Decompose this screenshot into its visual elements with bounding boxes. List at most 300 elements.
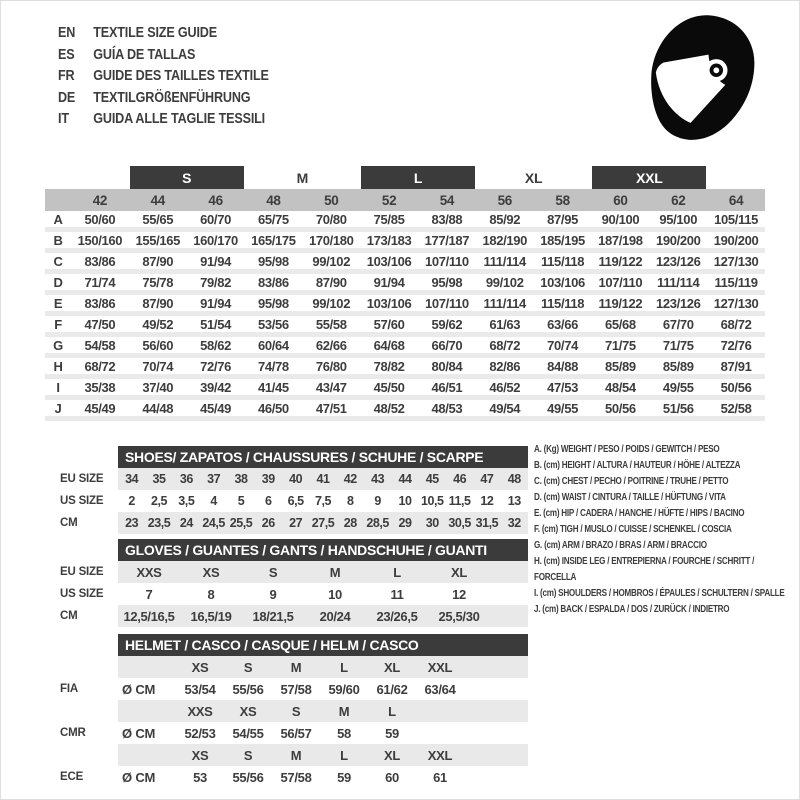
measurement-cell: 78/82 [373, 358, 405, 374]
size-cell: 40 [289, 472, 303, 486]
measurement-cell: 71/74 [84, 274, 116, 290]
size-row-label: US SIZE [60, 495, 104, 507]
size-cell: M [329, 564, 341, 580]
measurement-cell: 55/58 [315, 316, 347, 332]
size-cell: 59/60 [328, 681, 360, 697]
measurement-cell: 115/118 [541, 295, 585, 311]
size-cell: 5 [237, 494, 245, 508]
measurement-cell: 71/75 [605, 337, 636, 353]
helmet-row-values [118, 656, 528, 678]
measurement-cell: 67/70 [662, 316, 694, 332]
measurement-cell: 37/40 [142, 379, 174, 395]
helmet-table-rows [60, 656, 528, 788]
size-row [60, 490, 528, 512]
measurement-cell: 45/49 [84, 400, 116, 416]
legend-item: D. (cm) WAIST / CINTURA / TAILLE / HÜFTUNG / VITA [534, 492, 726, 503]
measurement-cell: 43/47 [315, 379, 347, 395]
measurement-cell: 57/60 [373, 316, 405, 332]
size-column-header: 44 [150, 192, 165, 208]
measurement-cell: 51/54 [200, 316, 231, 332]
size-column-header: 56 [497, 192, 512, 208]
size-cell: L [340, 747, 348, 763]
spacer [45, 189, 71, 211]
measurement-cell: 82/86 [489, 358, 521, 374]
measurement-cell: 49/52 [142, 316, 174, 332]
language-row [58, 87, 411, 109]
size-cell: XXL [427, 659, 453, 675]
textile-size-table [45, 166, 765, 421]
measurement-row-label: H [53, 358, 63, 374]
racing-helmet-icon [648, 12, 760, 142]
measurement-cell: 173/183 [366, 232, 412, 248]
size-row [60, 512, 528, 534]
size-cell: 8 [347, 494, 354, 508]
measurement-cell: 46/52 [489, 379, 521, 395]
helmet-size-table [60, 634, 528, 788]
measurement-cell: 83/86 [84, 253, 116, 269]
size-cell: 13 [507, 494, 521, 508]
size-cell: XS [202, 564, 220, 580]
language-row [58, 44, 411, 66]
measurement-cell: 52/58 [720, 400, 752, 416]
measurement-cell: 41/45 [258, 379, 289, 395]
size-cell: 61 [433, 769, 447, 785]
measurement-cell: 127/130 [713, 253, 759, 269]
size-cell: M [290, 659, 302, 675]
size-cell: 31,5 [475, 516, 499, 530]
measurement-cell: 47/50 [84, 316, 116, 332]
size-column-header: 64 [728, 192, 744, 208]
measurement-cell: 80/84 [431, 358, 463, 374]
gloves-size-table [60, 539, 528, 627]
measurement-row [45, 358, 765, 379]
helmet-size-row [60, 700, 528, 722]
measurement-cell: 111/114 [483, 253, 526, 269]
measurement-cell: 72/76 [720, 337, 752, 353]
size-column-header: 46 [208, 192, 223, 208]
size-cell: XL [383, 747, 400, 763]
measurement-cell: 123/126 [655, 253, 701, 269]
measurement-cell: 190/200 [655, 232, 701, 248]
diameter-unit-cell: Ø CM [122, 681, 156, 697]
measurement-cell: 87/90 [142, 253, 174, 269]
helmet-row-values [118, 678, 528, 700]
size-cell: 60 [385, 769, 399, 785]
size-row-values [118, 583, 528, 605]
language-row [58, 108, 411, 130]
measurement-legend [534, 442, 795, 618]
size-cell: L [340, 659, 348, 675]
size-group-xxl: XXL [592, 166, 706, 189]
measurement-cell: 87/90 [142, 295, 174, 311]
measurement-row-label: I [56, 379, 60, 395]
size-column-header: 52 [381, 192, 397, 208]
size-cell: S [243, 747, 253, 763]
size-row-label: EU SIZE [60, 473, 104, 485]
size-cell: 11 [390, 586, 404, 602]
size-cell: 24,5 [202, 516, 225, 530]
measurement-cell: 68/72 [720, 316, 752, 332]
measurement-cell: 103/106 [366, 295, 412, 311]
size-cell: XL [451, 564, 467, 580]
measurement-cell: 107/110 [598, 274, 643, 290]
measurement-row-label: E [53, 295, 63, 311]
legend-item: H. (cm) INSIDE LEG / ENTREPIERNA / FOURCHE / SCHRITT / FORCELLA [534, 556, 755, 583]
measurement-cell: 50/56 [605, 400, 636, 416]
language-title: TEXTILGRÖßENFÜHRUNG [93, 88, 251, 106]
size-cell: 63/64 [424, 681, 456, 697]
size-group-xl: XL [524, 169, 543, 186]
size-cell: 39 [261, 472, 275, 486]
helmet-row-values [118, 722, 528, 744]
size-row-label: CM [60, 517, 78, 529]
measurement-cell: 45/49 [200, 400, 231, 416]
size-cell: 53/54 [184, 681, 216, 697]
measurement-row-label: A [53, 211, 63, 227]
measurement-cell: 85/89 [662, 358, 694, 374]
size-cell: 24 [179, 516, 193, 530]
size-cell: XL [383, 659, 400, 675]
size-row [60, 468, 528, 490]
size-cell: 28,5 [366, 516, 389, 530]
measurement-cell: 59/62 [431, 316, 463, 332]
measurement-row [45, 253, 765, 274]
language-row [58, 22, 411, 44]
helmet-row-label: ECE [60, 771, 84, 783]
size-cell: 9 [374, 494, 381, 508]
size-cell: 61/62 [376, 681, 408, 697]
size-row-label: CM [60, 610, 78, 622]
measurement-cell: 190/200 [713, 232, 759, 248]
helmet-row-values [118, 700, 528, 722]
size-cell: XS [191, 747, 209, 763]
measurement-cell: 87/90 [315, 274, 347, 290]
size-cell: 7 [145, 586, 153, 602]
size-cell: L [393, 564, 401, 580]
measurement-cell: 103/106 [366, 253, 412, 269]
size-cell: 56/57 [280, 725, 312, 741]
size-row-values [118, 490, 528, 512]
language-code: ES [58, 45, 75, 63]
size-number-row [45, 189, 765, 211]
size-cell: XS [239, 703, 257, 719]
size-cell: 2 [128, 494, 135, 508]
helmet-row-label: FIA [60, 683, 78, 695]
diameter-unit-cell: Ø CM [122, 769, 156, 785]
size-cell: 57/58 [280, 681, 312, 697]
measurement-cell: 61/63 [489, 316, 521, 332]
spacer [60, 539, 118, 561]
measurement-row [45, 295, 765, 316]
size-cell: 16,5/19 [190, 608, 232, 624]
spacer [707, 166, 765, 189]
measurement-cell: 95/98 [431, 274, 463, 290]
size-cell: 37 [207, 472, 221, 486]
helmet-row-label: CMR [60, 727, 86, 739]
measurement-cell: 46/50 [258, 400, 289, 416]
size-cell: 52/53 [184, 725, 216, 741]
measurement-cell: 127/130 [713, 295, 759, 311]
size-row-label: US SIZE [60, 588, 104, 600]
size-cell: 46 [453, 472, 467, 486]
measurement-cell: 51/56 [662, 400, 694, 416]
measurement-cell: 155/165 [135, 232, 181, 248]
gloves-table-header [60, 539, 528, 561]
helmet-standard-row [60, 766, 528, 788]
size-cell: 58 [337, 725, 351, 741]
helmet-standard-row [60, 722, 528, 744]
legend-item: J. (cm) BACK / ESPALDA / DOS / ZURÜCK / INDIETRO [534, 604, 730, 615]
measurement-cell: 70/74 [142, 358, 174, 374]
size-cell: 10 [328, 586, 342, 602]
measurement-cell: 60/70 [200, 211, 231, 227]
helmet-row-label [60, 744, 118, 766]
measurement-cell: 111/114 [483, 295, 526, 311]
spacer [60, 446, 118, 468]
size-cell: L [388, 703, 396, 719]
measurement-cell: 87/95 [547, 211, 578, 227]
measurement-cell: 49/54 [489, 400, 521, 416]
measurement-cell: 53/56 [258, 316, 289, 332]
measurement-cell: 75/78 [142, 274, 174, 290]
size-cell: 53 [193, 769, 207, 785]
measurement-cell: 47/53 [547, 379, 578, 395]
measurement-cell: 47/51 [315, 400, 347, 416]
size-cell: 28 [343, 516, 357, 530]
size-cell: 47 [480, 472, 494, 486]
legend-item: A. (Kg) WEIGHT / PESO / POIDS / GEWITCH / PESO [534, 444, 720, 455]
measurement-row-label: J [54, 400, 62, 416]
measurement-cell: 64/68 [373, 337, 405, 353]
measurement-cell: 160/170 [193, 232, 238, 248]
measurement-cell: 71/75 [662, 337, 694, 353]
size-cell: 57/58 [280, 769, 312, 785]
size-cell: XXS [136, 564, 162, 580]
language-title: GUIDA ALLE TAGLIE TESSILI [93, 110, 266, 128]
measurement-cell: 150/160 [77, 232, 123, 248]
shoes-table-header [60, 446, 528, 468]
measurement-cell: 95/100 [659, 211, 698, 227]
measurement-cell: 119/122 [598, 295, 643, 311]
measurement-cell: 45/50 [373, 379, 405, 395]
measurement-cell: 119/122 [598, 253, 643, 269]
measurement-row [45, 337, 765, 358]
helmet-row-values [118, 766, 528, 788]
legend-item: F. (cm) TIGH / MUSLO / CUISSE / SCHENKEL / COSCIA [534, 524, 732, 535]
measurement-cell: 91/94 [200, 253, 231, 269]
size-group-s: S [130, 166, 244, 189]
size-column-header: 58 [555, 192, 570, 208]
helmet-row-label [60, 700, 118, 722]
size-column-header: 42 [92, 192, 108, 208]
measurement-cell: 170/180 [308, 232, 354, 248]
helmet-row-values [118, 744, 528, 766]
shoes-table-title: SHOES/ ZAPATOS / CHAUSSURES / SCHUHE / SCARPE [118, 446, 528, 468]
measurement-cell: 54/58 [84, 337, 116, 353]
size-cell: 44 [398, 472, 412, 486]
measurement-cell: 70/74 [547, 337, 578, 353]
measurement-row-label: F [54, 316, 62, 332]
measurement-cell: 68/72 [84, 358, 116, 374]
size-cell: 6 [265, 494, 272, 508]
size-cell: 7,5 [314, 494, 331, 508]
language-code: DE [58, 88, 76, 106]
measurement-cell: 76/80 [315, 358, 347, 374]
size-row [60, 605, 528, 627]
size-column-header: 62 [671, 192, 686, 208]
measurement-row [45, 274, 765, 295]
size-cell: 55/56 [232, 769, 264, 785]
size-cell: 20/24 [319, 608, 351, 624]
size-cell: 26 [261, 516, 275, 530]
size-column-header: 54 [439, 192, 455, 208]
measurement-cell: 56/60 [142, 337, 174, 353]
size-column-header: 48 [266, 192, 281, 208]
size-cell: 9 [269, 586, 277, 602]
measurement-cell: 79/82 [200, 274, 231, 290]
gloves-table-rows [60, 561, 528, 627]
size-cell: S [243, 659, 253, 675]
legend-item: C. (cm) CHEST / PECHO / POITRINE / TRUHE / PETTO [534, 476, 729, 487]
measurement-cell: 48/53 [431, 400, 463, 416]
measurement-cell: 165/175 [251, 232, 296, 248]
size-column-header: 60 [613, 192, 628, 208]
measurement-cell: 115/119 [714, 274, 758, 290]
measurement-cell: 99/102 [312, 253, 351, 269]
measurement-cell: 187/198 [598, 232, 643, 248]
measurement-cell: 99/102 [312, 295, 351, 311]
size-cell: S [268, 564, 278, 580]
measurement-cell: 68/72 [489, 337, 521, 353]
legend-item: E. (cm) HIP / CADERA / HANCHE / HÜFTE / HIPS / BACINO [534, 508, 745, 519]
helmet-size-row [60, 656, 528, 678]
measurement-cell: 50/60 [84, 211, 116, 227]
size-row-values [118, 561, 528, 583]
measurement-cell: 99/102 [485, 274, 524, 290]
size-cell: 18/21,5 [252, 608, 294, 624]
measurement-cell: 72/76 [200, 358, 231, 374]
measurement-cell: 105/115 [714, 211, 758, 227]
measurement-row [45, 379, 765, 400]
size-cell: 43 [371, 472, 385, 486]
size-cell: 42 [343, 472, 357, 486]
size-cell: 41 [316, 472, 330, 486]
measurement-cell: 95/98 [258, 253, 289, 269]
spacer [60, 634, 118, 656]
language-title: GUIDE DES TAILLES TEXTILE [93, 67, 269, 85]
measurement-cell: 75/85 [373, 211, 405, 227]
measurement-row-label: G [53, 337, 63, 353]
measurement-cell: 49/55 [662, 379, 694, 395]
size-cell: 34 [125, 472, 139, 486]
size-cell: 45 [425, 472, 439, 486]
measurement-cell: 74/78 [258, 358, 289, 374]
measurement-cell: 90/100 [601, 211, 640, 227]
measurement-cell: 63/66 [547, 316, 578, 332]
size-cell: 36 [179, 472, 193, 486]
size-row-values [118, 512, 528, 534]
size-cell: 55/56 [232, 681, 264, 697]
measurement-row [45, 400, 765, 421]
gloves-table-title: GLOVES / GUANTES / GANTS / HANDSCHUHE / GUANTI [118, 539, 528, 561]
helmet-row-label [60, 656, 118, 678]
measurement-cell: 83/86 [84, 295, 116, 311]
shoes-table-rows [60, 468, 528, 534]
measurement-cell: 35/38 [84, 379, 116, 395]
size-cell: 10 [398, 494, 412, 508]
legend-item: G. (cm) ARM / BRAZO / BRAS / ARM / BRACCIO [534, 540, 707, 551]
size-cell: 12,5/16,5 [123, 608, 175, 624]
language-title: TEXTILE SIZE GUIDE [93, 24, 217, 42]
measurement-cell: 48/54 [605, 379, 636, 395]
size-row-values [118, 605, 528, 627]
measurement-row-label: C [53, 253, 63, 269]
measurement-row [45, 316, 765, 337]
size-cell: 54/55 [232, 725, 264, 741]
size-cell: XXS [187, 703, 213, 719]
measurement-cell: 49/55 [547, 400, 578, 416]
legend-item: I. (cm) SHOULDERS / HOMBROS / ÉPAULES / SCHULTERN / SPALLE [534, 588, 785, 599]
measurement-cell: 85/92 [489, 211, 521, 227]
measurement-cell: 65/75 [258, 211, 289, 227]
measurement-cell: 70/80 [315, 211, 347, 227]
size-row-label: EU SIZE [60, 566, 104, 578]
size-cell: 59 [385, 725, 399, 741]
measurement-cell: 107/110 [424, 253, 469, 269]
size-cell: M [338, 703, 350, 719]
measurement-cell: 182/190 [482, 232, 528, 248]
measurement-cell: 177/187 [424, 232, 470, 248]
measurement-row [45, 211, 765, 232]
size-cell: 38 [234, 472, 248, 486]
size-column-header: 50 [324, 192, 339, 208]
size-cell: 27 [289, 516, 303, 530]
measurement-cell: 39/42 [200, 379, 231, 395]
language-title: GUÍA DE TALLAS [93, 45, 196, 63]
measurement-cell: 62/66 [315, 337, 347, 353]
measurement-cell: 185/195 [540, 232, 585, 248]
size-cell: 23 [125, 516, 139, 530]
size-cell: 23,5 [147, 516, 171, 530]
measurement-cell: 44/48 [142, 400, 174, 416]
measurement-cell: 65/68 [605, 316, 636, 332]
language-code: EN [58, 24, 76, 42]
measurement-row-label: D [53, 274, 63, 290]
size-group-row [45, 166, 765, 189]
measurement-cell: 60/64 [258, 337, 289, 353]
size-cell: 12 [452, 586, 466, 602]
size-cell: 6,5 [287, 494, 304, 508]
size-cell: 10,5 [421, 494, 444, 508]
size-cell: M [290, 747, 302, 763]
measurement-cell: 58/62 [200, 337, 231, 353]
measurement-row [45, 232, 765, 253]
measurement-cell: 50/56 [720, 379, 752, 395]
measurement-cell: 123/126 [655, 295, 701, 311]
size-cell: 8 [207, 586, 215, 602]
size-cell: S [291, 703, 301, 719]
measurement-cell: 107/110 [424, 295, 469, 311]
size-cell: 25,5/30 [438, 608, 480, 624]
size-cell: 12 [480, 494, 494, 508]
measurement-cell: 111/114 [657, 274, 700, 290]
size-row [60, 561, 528, 583]
measurement-cell: 91/94 [373, 274, 405, 290]
measurement-cell: 55/65 [142, 211, 174, 227]
measurement-cell: 83/88 [431, 211, 463, 227]
helmet-size-row [60, 744, 528, 766]
measurement-cell: 83/86 [258, 274, 289, 290]
